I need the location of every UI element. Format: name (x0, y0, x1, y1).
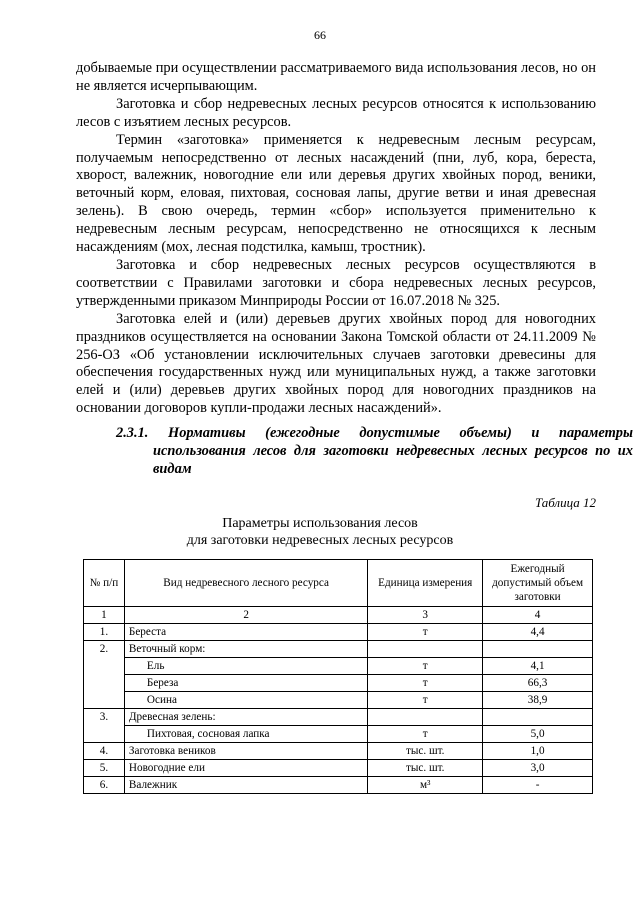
row-unit: м³ (368, 777, 483, 794)
row-unit: т (368, 692, 483, 709)
table-row (84, 743, 593, 760)
row-value: 66,3 (483, 675, 593, 692)
row-unit: тыс. шт. (368, 760, 483, 777)
row-resource: Береза (124, 675, 367, 692)
row-number (84, 692, 125, 709)
section-number: 2.3.1. (116, 425, 149, 441)
table-title-line: Параметры использования лесов (222, 516, 418, 531)
row-number: 4. (84, 743, 125, 760)
table-row (84, 624, 593, 641)
row-resource: Валежник (124, 777, 367, 794)
body-text (76, 60, 596, 418)
table-row (84, 760, 593, 777)
row-value: 5,0 (483, 726, 593, 743)
paragraph: добываемые при осуществлении рассматриваемого вида использования лесов, но он не является исчерпывающим. (76, 60, 596, 94)
row-unit: т (368, 658, 483, 675)
table-row (84, 658, 593, 675)
parameters-table (83, 559, 593, 794)
row-unit: т (368, 624, 483, 641)
row-value: 4,1 (483, 658, 593, 675)
column-number: 1 (84, 607, 125, 624)
table-row (84, 709, 593, 726)
row-resource: Древесная зелень: (124, 709, 367, 726)
header-resource: Вид недревесного лесного ресурса (124, 560, 367, 607)
row-number: 2. (84, 641, 125, 658)
row-unit (368, 709, 483, 726)
header-volume: Ежегодный допустимый объем заготовки (483, 560, 593, 607)
row-value: 3,0 (483, 760, 593, 777)
table-row (84, 675, 593, 692)
table-title-line: для заготовки недревесных лесных ресурсов (186, 533, 454, 548)
table-title (0, 515, 640, 549)
row-value (483, 641, 593, 658)
row-unit (368, 641, 483, 658)
header-number: № п/п (84, 560, 125, 607)
row-resource: Береста (124, 624, 367, 641)
table-row (84, 777, 593, 794)
table-header-row (84, 560, 593, 607)
column-number: 4 (483, 607, 593, 624)
column-number: 2 (124, 607, 367, 624)
paragraph: Заготовка и сбор недревесных лесных ресурсов осуществляются в соответствии с Правилами заготовки и сбора недревесных лесных ресурсов, утвержденными приказом Минприроды России от 16.07.2018 № 325. (76, 256, 596, 309)
row-number: 1. (84, 624, 125, 641)
row-value (483, 709, 593, 726)
row-number (84, 658, 125, 675)
row-number: 6. (84, 777, 125, 794)
row-resource: Ель (124, 658, 367, 675)
row-value: 4,4 (483, 624, 593, 641)
row-unit: т (368, 726, 483, 743)
table-row (84, 692, 593, 709)
row-unit: тыс. шт. (368, 743, 483, 760)
row-resource: Новогодние ели (124, 760, 367, 777)
row-unit: т (368, 675, 483, 692)
table-row (84, 726, 593, 743)
page-number: 66 (314, 28, 326, 42)
row-resource: Пихтовая, сосновая лапка (124, 726, 367, 743)
paragraph: Заготовка и сбор недревесных лесных ресурсов относятся к использованию лесов с изъятием лесных ресурсов. (76, 95, 596, 130)
row-number: 5. (84, 760, 125, 777)
table-row (84, 641, 593, 658)
section-title: Нормативы (ежегодные допустимые объемы) и параметры использования лесов для заготовки недревесных лесных ресурсов по их видам (153, 425, 633, 477)
table-column-numbers-row (84, 607, 593, 624)
row-number (84, 726, 125, 743)
row-value: 1,0 (483, 743, 593, 760)
paragraph: Термин «заготовка» применяется к недревесным лесным ресурсам, получаемым непосредственно от лесных насаждений (пни, луб, кора, береста, хворост, валежник, новогодние ели или деревья других хвойных пород, веники, веточный корм, еловая, пихтовая, сосновая лапы, другие ветви и иная древесная зелень). В свою очередь, термин «сбор» используется применительно к недревесным лесным ресурсам, непосредственно не относящихся к лесным насаждениям (мох, лесная подстилка, камыш, тростник). (76, 131, 596, 256)
table-label: Таблица 12 (534, 495, 596, 510)
row-number (84, 675, 125, 692)
row-resource: Осина (124, 692, 367, 709)
row-resource: Заготовка веников (124, 743, 367, 760)
row-number: 3. (84, 709, 125, 726)
row-value: 38,9 (483, 692, 593, 709)
section-heading (116, 424, 633, 478)
paragraph: Заготовка елей и (или) деревьев других хвойных пород для новогодних праздников осуществляется на основании Закона Томской области от 24.11.2009 № 256-ОЗ «Об установлении исключительных случаев заготовки древесины для обеспечения государственных нужд или муниципальных нужд, а также заготовки елей и (или) деревьев других хвойных пород для новогодних праздников на основании договоров купли-продажи лесных насаждений». (76, 310, 596, 417)
header-unit: Единица измерения (368, 560, 483, 607)
column-number: 3 (368, 607, 483, 624)
row-value: - (483, 777, 593, 794)
row-resource: Веточный корм: (124, 641, 367, 658)
